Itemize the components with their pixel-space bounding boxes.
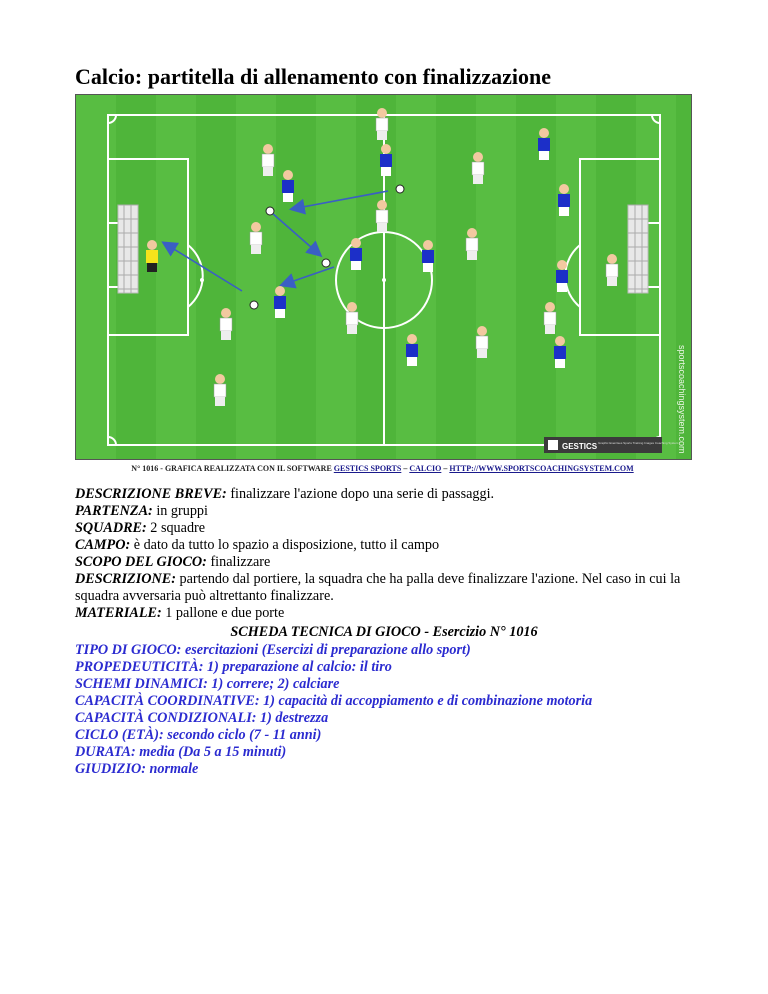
scheda-row: CICLO (ETÀ): secondo ciclo (7 - 11 anni) (75, 727, 322, 743)
scheda-row: TIPO DI GIOCO: esercitazioni (Esercizi di preparazione allo sport) (75, 642, 471, 658)
brand-logo (544, 437, 679, 453)
scheda-row: GIUDIZIO: normale (75, 761, 199, 777)
desc-row: CAMPO: è dato da tutto lo spazio a disposizione, tutto il campo (75, 537, 440, 553)
desc-row: DESCRIZIONE: partendo dal portiere, la squadra che ha palla deve finalizzare l'azione. Nel caso in cui la squadra avversaria può altrettanto finalizzare. (75, 571, 681, 604)
desc-row: DESCRIZIONE BREVE: finalizzare l'azione dopo una serie di passaggi. (75, 486, 495, 502)
goalkeeper (146, 240, 158, 272)
calcio-link[interactable]: CALCIO (409, 464, 442, 473)
desc-row: SQUADRE: 2 squadre (75, 520, 206, 536)
description-block (75, 486, 695, 622)
website-link[interactable]: HTTP://WWW.SPORTSCOACHINGSYSTEM.COM (449, 464, 634, 473)
football-field-diagram (75, 94, 692, 460)
svg-text:Graphic Exercises Sports Train: Graphic Exercises Sports Training Images Coaching System (598, 441, 679, 445)
scheda-title: SCHEDA TECNICA DI GIOCO - Esercizio N° 1016 (230, 624, 538, 640)
scheda-tecnica (75, 642, 695, 778)
scheda-row: DURATA: media (Da 5 a 15 minuti) (75, 744, 287, 760)
scheda-row: CAPACITÀ COORDINATIVE: 1) capacità di accoppiamento e di combinazione motoria (75, 693, 593, 709)
page-title: Calcio: partitella di allenamento con finalizzazione (75, 64, 551, 89)
figure-caption: N° 1016 - GRAFICA REALIZZATA CON IL SOFTWARE GESTICS SPORTS – CALCIO – HTTP://WWW.SPORTSCOACHINGSYSTEM.COM (131, 464, 634, 473)
desc-row: PARTENZA: in gruppi (75, 503, 208, 519)
desc-row: MATERIALE: 1 pallone e due porte (75, 605, 285, 621)
scheda-row: SCHEMI DINAMICI: 1) correre; 2) calciare (75, 676, 340, 692)
right-goal (628, 205, 648, 293)
watermark: sportscoachingsystem.com (677, 345, 687, 454)
scheda-row: PROPEDEUTICITÀ: 1) preparazione al calcio: il tiro (75, 659, 392, 675)
gestics-sports-link[interactable]: GESTICS SPORTS (333, 464, 402, 473)
desc-row: SCOPO DEL GIOCO: finalizzare (75, 554, 271, 570)
scheda-row: CAPACITÀ CONDIZIONALI: 1) destrezza (75, 710, 329, 726)
svg-text:GESTICS: GESTICS (562, 442, 598, 451)
left-goal (118, 205, 138, 293)
